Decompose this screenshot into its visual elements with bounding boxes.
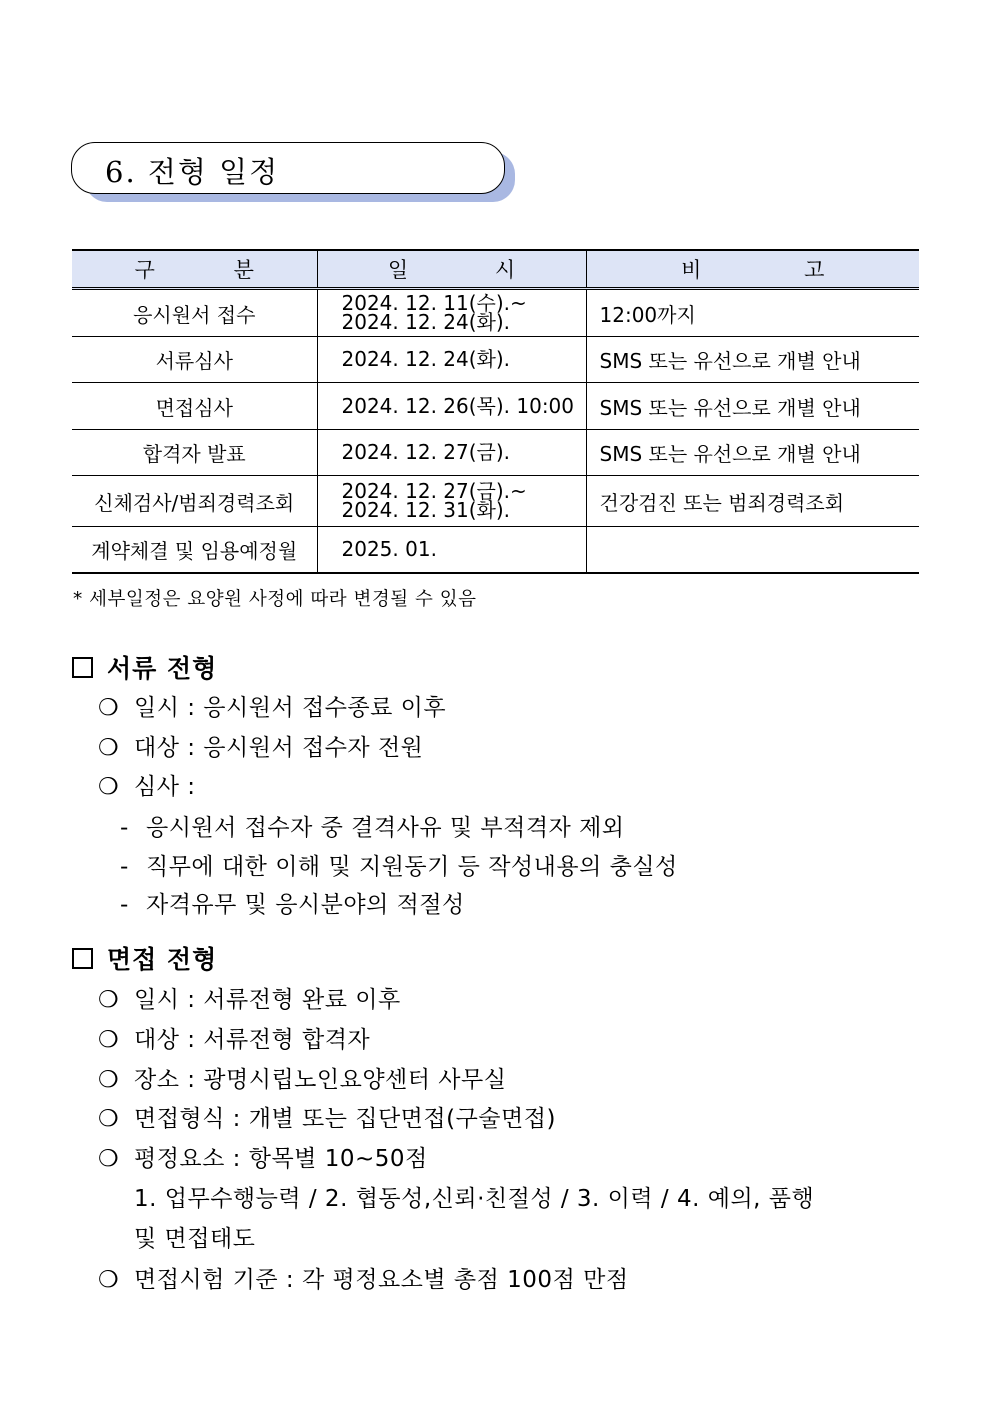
row-date — [317, 476, 586, 527]
list-item: ❍ 일시 : 서류전형 완료 이후 — [98, 987, 401, 1013]
list-item: ❍ 면접시험 기준 : 각 평정요소별 총점 100점 만점 — [98, 1267, 629, 1293]
header-datetime: 일 시 — [317, 250, 586, 289]
row-note: 12:00까지 — [586, 289, 919, 337]
circle-bullet-icon: ❍ — [98, 1146, 120, 1172]
table-row — [72, 289, 919, 337]
interview-heading — [72, 940, 217, 976]
row-date — [317, 289, 586, 337]
list-item: ❍ 면접형식 : 개별 또는 집단면접(구술면접) — [98, 1106, 556, 1132]
circle-bullet-icon: ❍ — [98, 1106, 120, 1132]
table-footnote: * 세부일정은 요양원 사정에 따라 변경될 수 있음 — [73, 589, 477, 610]
circle-bullet-icon: ❍ — [98, 735, 120, 761]
row-item: 계약체결 및 임용예정월 — [72, 527, 317, 573]
header-category: 구 분 — [72, 250, 317, 289]
circle-bullet-icon: ❍ — [98, 1027, 120, 1053]
section-title: 6. 전형 일정 — [105, 155, 280, 189]
row-item: 면접심사 — [72, 383, 317, 430]
dash-bullet-icon: - — [120, 854, 129, 880]
schedule-table — [72, 249, 919, 574]
list-item: ❍ 심사 : — [98, 774, 196, 800]
row-note: 건강검진 또는 범죄경력조회 — [586, 476, 919, 527]
list-item: ❍ 평정요소 : 항목별 10~50점 — [98, 1146, 428, 1172]
row-item: 서류심사 — [72, 337, 317, 383]
checkbox-square-icon — [72, 948, 93, 969]
interview-title: 면접 전형 — [107, 945, 218, 974]
table-row — [72, 337, 919, 383]
criteria-text-line1: 1. 업무수행능력 / 2. 협동성,신뢰·친절성 / 3. 이력 / 4. 예의, 품행 — [134, 1186, 815, 1212]
doc-screening-title: 서류 전형 — [107, 654, 218, 683]
row-item: 응시원서 접수 — [72, 289, 317, 337]
header-remarks: 비 고 — [586, 250, 919, 289]
table-row — [72, 430, 919, 476]
circle-bullet-icon: ❍ — [98, 695, 120, 721]
sub-list-item: - 응시원서 접수자 중 결격사유 및 부적격자 제외 — [120, 815, 625, 841]
circle-bullet-icon: ❍ — [98, 987, 120, 1013]
sub-list-item: - 직무에 대한 이해 및 지원동기 등 작성내용의 충실성 — [120, 854, 678, 880]
criteria-text-line2: 및 면접태도 — [134, 1226, 256, 1252]
sub-list-item: - 자격유무 및 응시분야의 적절성 — [120, 892, 465, 918]
row-date-line1: 2024. 12. 11(수).~ — [341, 291, 527, 315]
row-date-line1: 2024. 12. 27(금).~ — [341, 479, 527, 503]
dash-bullet-icon: - — [120, 892, 129, 918]
circle-bullet-icon: ❍ — [98, 774, 120, 800]
row-date: 2024. 12. 24(화). — [317, 337, 586, 383]
table-row — [72, 476, 919, 527]
row-note — [586, 527, 919, 573]
table-row — [72, 383, 919, 430]
row-date: 2024. 12. 27(금). — [317, 430, 586, 476]
table-row — [72, 527, 919, 573]
list-item: ❍ 장소 : 광명시립노인요양센터 사무실 — [98, 1067, 507, 1093]
row-note: SMS 또는 유선으로 개별 안내 — [586, 430, 919, 476]
row-date: 2025. 01. — [317, 527, 586, 573]
section-title-box — [71, 142, 517, 204]
table-header-row — [72, 250, 919, 289]
row-item: 합격자 발표 — [72, 430, 317, 476]
circle-bullet-icon: ❍ — [98, 1067, 120, 1093]
row-item: 신체검사/범죄경력조회 — [72, 476, 317, 527]
list-item: ❍ 일시 : 응시원서 접수종료 이후 — [98, 695, 447, 721]
list-item: ❍ 대상 : 서류전형 합격자 — [98, 1027, 371, 1053]
dash-bullet-icon: - — [120, 815, 129, 841]
row-date-line2: 2024. 12. 24(화). — [341, 310, 511, 334]
row-note: SMS 또는 유선으로 개별 안내 — [586, 383, 919, 430]
circle-bullet-icon: ❍ — [98, 1267, 120, 1293]
checkbox-square-icon — [72, 657, 93, 678]
row-note: SMS 또는 유선으로 개별 안내 — [586, 337, 919, 383]
doc-screening-heading — [72, 649, 217, 685]
row-date-line2: 2024. 12. 31(화). — [341, 498, 511, 522]
list-item: ❍ 대상 : 응시원서 접수자 전원 — [98, 735, 424, 761]
row-date: 2024. 12. 26(목). 10:00 — [317, 383, 586, 430]
